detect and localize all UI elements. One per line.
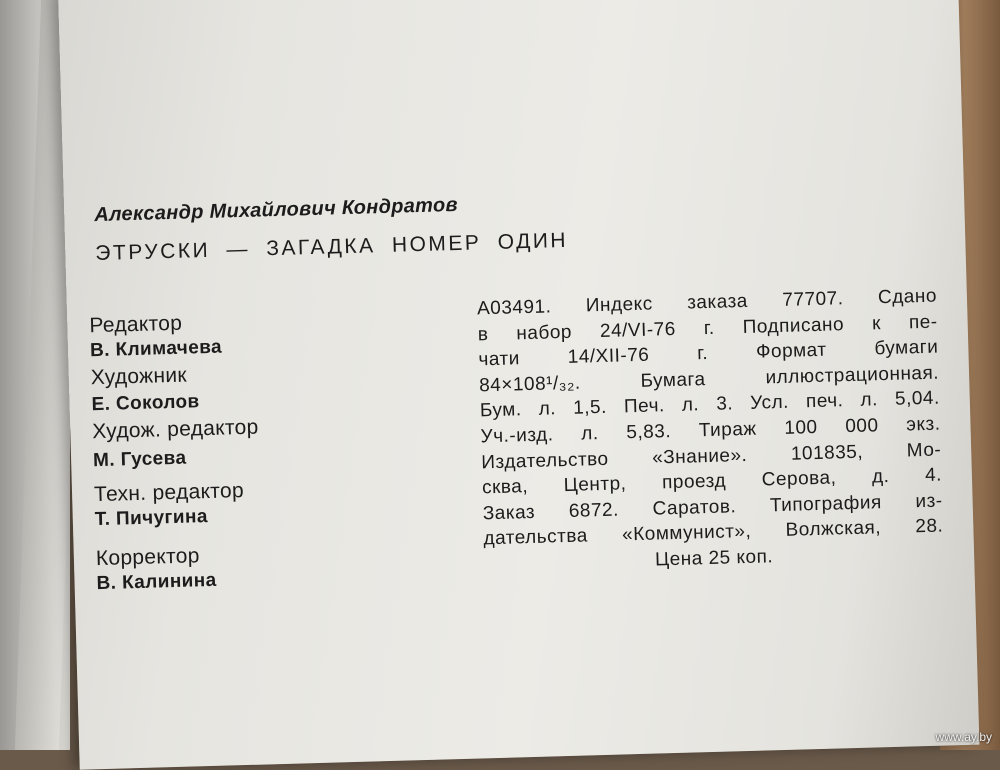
watermark: www.ay.by: [935, 730, 992, 744]
credit-role-proofreader: Корректор: [95, 544, 201, 571]
credit-role-artist: Художник: [90, 363, 188, 390]
author-name: Александр Михайлович Кондратов: [93, 193, 459, 227]
colophon-line: Заказ 6872. Саратов. Типография из-: [482, 490, 943, 525]
colophon: [477, 284, 945, 578]
colophon-line: в набор 24/VI-76 г. Подписано к пе-: [477, 311, 938, 346]
credit-name-art-editor: М. Гусева: [92, 447, 187, 472]
credit-role-art-editor: Худож. редактор: [92, 415, 259, 444]
colophon-line: чати 14/XII-76 г. Формат бумаги: [478, 336, 939, 371]
credit-name-artist: Е. Соколов: [91, 391, 200, 416]
credit-name-proofreader: В. Калинина: [96, 569, 217, 595]
colophon-line: А03491. Индекс заказа 77707. Сдано: [476, 285, 938, 320]
colophon-line: Бум. л. 1,5. Печ. л. 3. Усл. печ. л. 5,04.: [479, 387, 941, 422]
colophon-line: Уч.-изд. л. 5,83. Тираж 100 000 экз.: [480, 413, 941, 448]
credit-name-tech-editor: Т. Пичугина: [94, 506, 209, 531]
book-title: ЭТРУСКИ — ЗАГАДКА НОМЕР ОДИН: [95, 228, 569, 266]
credit-role-editor: Редактор: [89, 311, 183, 338]
credit-role-tech-editor: Техн. редактор: [93, 479, 245, 507]
colophon-line: Издательство «Знание». 101835, Мо-: [481, 439, 942, 473]
price-line: Цена 25 коп.: [654, 546, 774, 571]
colophon-line: сква, Центр, проезд Серова, д. 4.: [481, 464, 943, 499]
book-page: [58, 0, 979, 770]
credit-name-editor: В. Климачева: [89, 336, 223, 362]
colophon-line: дательства «Коммунист», Волжская, 28.: [483, 515, 944, 550]
colophon-line: 84×108¹/₃₂. Бумага иллюстрационная.: [478, 362, 940, 397]
